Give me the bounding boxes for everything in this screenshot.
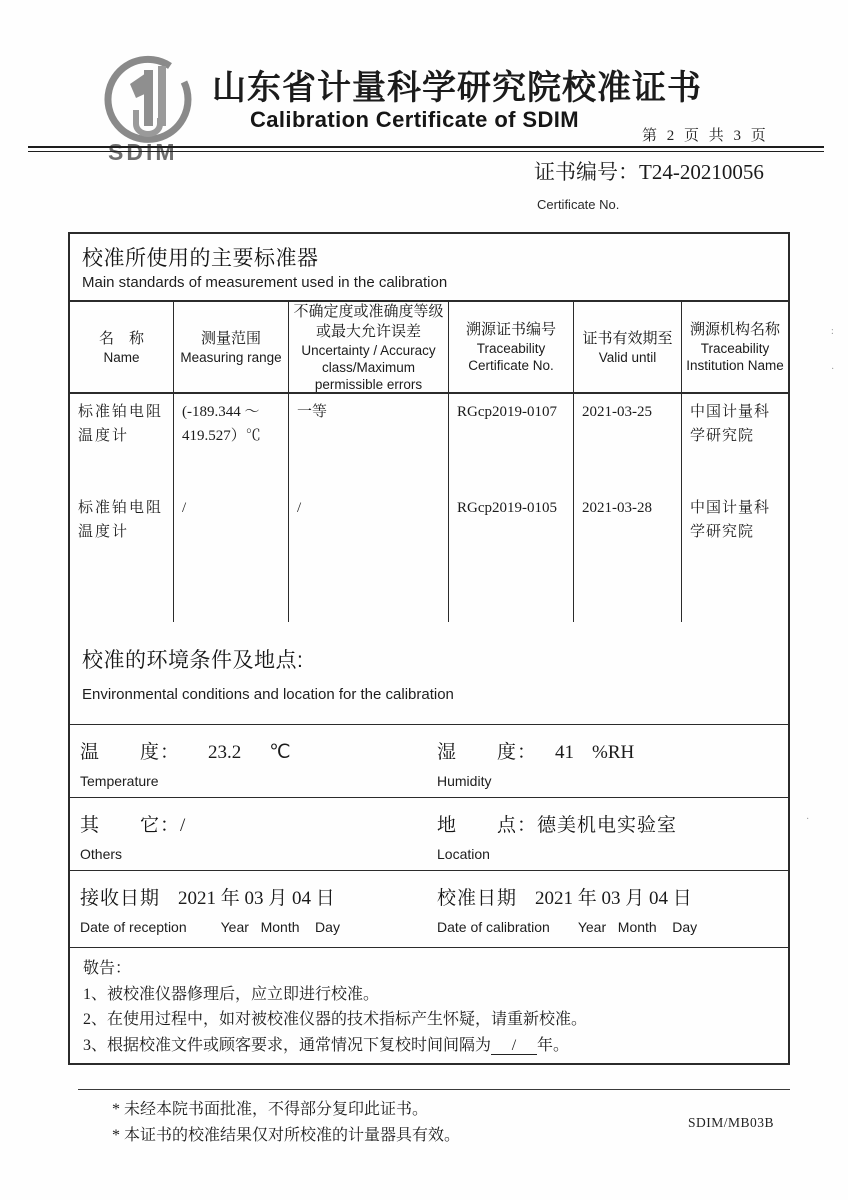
table-row-1-valid-until: 2021-03-25 [582,404,652,420]
calibration-date-block [437,883,697,935]
calibration-date-value: 2021 年 03 月 04 日 [535,888,692,909]
location-label-en: Location [437,846,490,862]
footer-notes [112,1097,460,1149]
others-label-en: Others [80,846,123,862]
certificate-main-box [68,232,790,1065]
location-value: 德美机电实验室 [537,815,678,836]
footer-note-1: * 未经本院书面批准，不得部分复印此证书。 [112,1101,429,1118]
calibration-date-units-en: Year Month Day [577,919,698,935]
temperature-unit: ℃ [269,742,291,763]
divider-notes-top [70,947,788,948]
others-value: / [180,815,186,836]
col-header-cert-no-en: Traceability Certificate No. [468,341,554,373]
divider-dates-top [70,870,788,871]
col-header-name-cn: 名 称 [98,329,144,347]
column-valid-until-values [574,394,682,622]
col-header-uncertainty [289,302,449,392]
col-header-uncertainty-en: Uncertainty / Accuracy class/Maximum permissible errors [301,342,436,392]
column-range-values [174,394,289,622]
table-row-2-name: 标准铂电阻温度计 [78,500,164,540]
humidity-value: 41 [555,742,575,763]
location-label-cn: 地 点： [437,815,538,836]
table-row-2-uncertainty: / [297,500,302,516]
col-header-uncertainty-cn: 不确定度或准确度等级或最大允许误差 [293,302,444,340]
reception-date-label-en: Date of reception [80,919,187,935]
table-row-2-valid-until: 2021-03-28 [582,500,652,516]
temp-humidity-row [70,737,788,797]
certificate-number-label: 证书编号： [534,160,639,184]
col-header-institution-en: Traceability Institution Name [686,341,784,373]
environment-section-title-en: Environmental conditions and location for the calibration [82,686,454,703]
notice-item-3 [83,1033,773,1059]
scan-artifact: : [831,326,834,337]
notice-item-2: 2、在使用过程中，如对被校准仪器的技术指标产生怀疑，请重新校准。 [83,1011,588,1028]
svg-text:SDIM: SDIM [108,139,178,165]
temperature-value: 23.2 [208,742,242,763]
table-row-1-name: 标准铂电阻温度计 [78,404,164,444]
footer-rule [78,1089,790,1090]
notice-title: 敬告： [83,960,132,977]
humidity-unit: %RH [592,742,635,763]
document-title-cn: 山东省计量科学研究院校准证书 [212,70,702,107]
others-location-row [70,810,788,870]
footer-note-2: * 本证书的校准结果仅对所校准的计量器具有效。 [112,1127,461,1144]
col-header-valid-until-cn: 证书有效期至 [582,329,673,347]
certificate-number-label-en: Certificate No. [537,197,620,212]
col-header-valid-until [574,302,682,392]
col-header-institution [682,302,788,392]
column-cert-no-values [449,394,574,622]
divider-others-top [70,797,788,798]
humidity-label-en: Humidity [437,773,492,789]
col-header-cert-no [449,302,574,392]
table-row-2-range: / [182,500,187,516]
col-header-name [70,302,174,392]
table-row-2-institution: 中国计量科学研究院 [690,500,771,540]
temperature-block [80,737,291,789]
col-header-institution-cn: 溯源机构名称 [689,321,780,338]
col-header-range [174,302,289,392]
notice-item-3-suffix: 年。 [537,1036,570,1054]
others-block [80,810,185,862]
standards-section-title-en: Main standards of measurement used in the calibration [82,274,448,291]
scan-artifact: · [806,814,810,825]
page-number: 第 2 页 共 3 页 [642,128,769,144]
header-double-rule [28,146,824,152]
humidity-label-cn: 湿 度： [437,742,538,763]
column-name-values [70,394,174,622]
notice-item-3-prefix: 3、根据校准文件或顾客要求，通常情况下复校时间间隔为 [83,1036,492,1054]
reception-date-units-en: Year Month Day [220,919,340,935]
scan-artifact: · [831,364,835,375]
reception-date-value: 2021 年 03 月 04 日 [178,888,335,909]
certificate-number-line [534,156,764,186]
column-uncertainty-values [289,394,449,622]
dates-row [70,883,788,947]
humidity-block [437,737,634,789]
location-block [437,810,677,862]
certificate-number-value: T24-20210056 [639,160,764,184]
col-header-range-cn: 测量范围 [200,329,261,347]
standards-table-header-row [70,302,788,394]
col-header-name-en: Name [103,349,140,365]
column-institution-values [682,394,788,622]
table-row-1-uncertainty: 一等 [297,404,328,420]
table-row-1-range: (-189.344 ～ 419.527）℃ [182,404,261,444]
standards-table-body [70,394,788,622]
divider-env-top [70,724,788,725]
col-header-cert-no-cn: 溯源证书编号 [465,321,556,338]
reception-date-label-cn: 接收日期 [80,888,161,909]
environment-section-title-cn: 校准的环境条件及地点: [82,649,304,672]
document-title-en: Calibration Certificate of SDIM [250,107,579,132]
table-row-1-cert-no: RGcp2019-0107 [457,404,557,420]
form-code: SDIM/MB03B [688,1115,775,1130]
col-header-range-en: Measuring range [180,349,282,365]
temperature-label-en: Temperature [80,773,159,789]
temperature-label-cn: 温 度： [80,742,181,763]
others-label-cn: 其 它： [80,815,181,836]
notice-item-3-interval-value: / [491,1038,537,1055]
calibration-date-label-cn: 校准日期 [437,888,518,909]
notice-item-1: 1、被校准仪器修理后，应立即进行校准。 [83,985,380,1003]
standards-section-title-cn: 校准所使用的主要标准器 [82,247,319,270]
table-row-1-institution: 中国计量科学研究院 [690,404,771,444]
calibration-date-label-en: Date of calibration [437,919,550,935]
notice-section [83,956,773,1058]
col-header-valid-until-en: Valid until [598,349,657,365]
table-row-2-cert-no: RGcp2019-0105 [457,500,557,516]
standards-table [70,300,788,622]
reception-date-block [80,883,340,935]
